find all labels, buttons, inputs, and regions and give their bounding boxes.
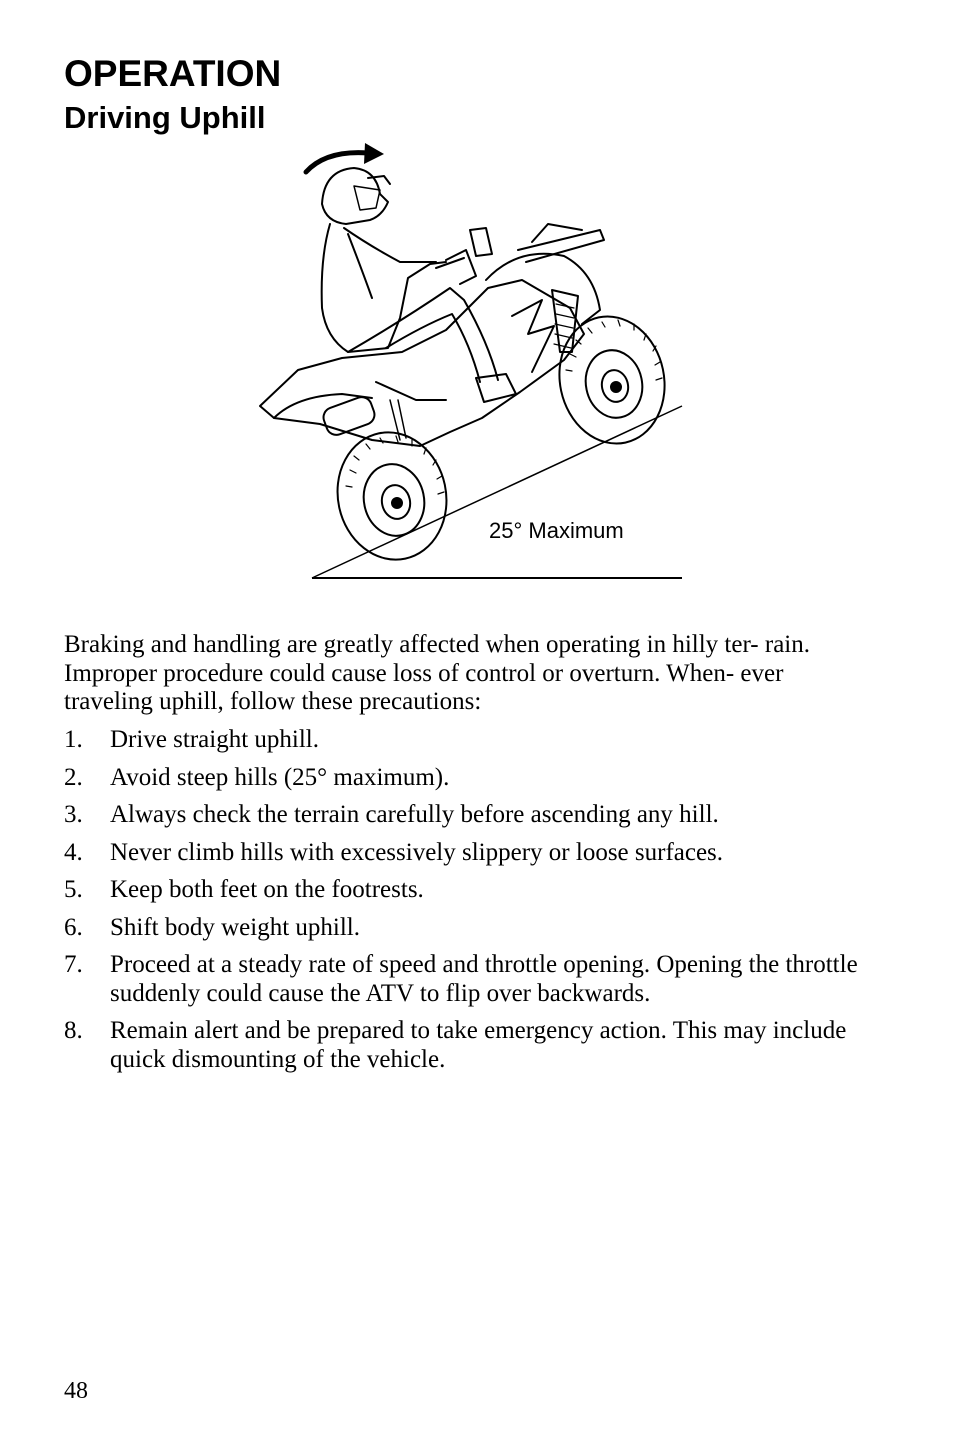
- list-item-number: 3.: [64, 801, 83, 828]
- list-item-text: Shift body weight uphill.: [110, 913, 360, 941]
- list-item-number: 6.: [64, 913, 83, 941]
- list-item-text: Avoid steep hills (25° maximum).: [110, 763, 450, 791]
- list-item: [64, 839, 884, 868]
- section-title: OPERATION: [64, 53, 282, 94]
- list-item: [64, 951, 884, 1008]
- list-item: [64, 1017, 884, 1074]
- uphill-figure: [250, 138, 700, 586]
- list-item-text: Proceed at a steady rate of speed and throttle opening. Opening the throttle suddenly could cause the ATV to flip over backwards.: [110, 951, 858, 1007]
- list-item-text: Keep both feet on the footrests.: [110, 876, 424, 903]
- list-item-number: 4.: [64, 838, 83, 866]
- list-item: [64, 876, 884, 905]
- list-item-number: 2.: [64, 763, 83, 791]
- list-item-number: 8.: [64, 1017, 83, 1044]
- list-item-text: Never climb hills with excessively slippery or loose surfaces.: [110, 838, 724, 866]
- list-item-number: 7.: [64, 951, 83, 978]
- list-item: [64, 764, 884, 793]
- list-item-number: 1.: [64, 726, 83, 753]
- list-item-text: Drive straight uphill.: [110, 726, 319, 753]
- page-number: 48: [64, 1378, 88, 1404]
- atv-rider-illustration: [260, 168, 676, 570]
- atv-uphill-illustration: [250, 138, 700, 586]
- list-item-text: Remain alert and be prepared to take emergency action. This may include quick dismounting of the vehicle.: [110, 1017, 847, 1073]
- intro-paragraph: Braking and handling are greatly affected when operating in hilly ter- rain. Improper procedure could cause loss of control or overturn. When- ever traveling uphill, follow these precautions:: [64, 631, 810, 715]
- precautions-list: [64, 726, 884, 1083]
- list-item-number: 5.: [64, 876, 83, 903]
- list-item: [64, 914, 884, 943]
- curved-arrow-icon: [306, 143, 384, 172]
- list-item-text: Always check the terrain carefully before ascending any hill.: [110, 801, 719, 828]
- list-item: [64, 726, 884, 755]
- list-item: [64, 801, 884, 830]
- figure-caption: 25° Maximum: [489, 518, 624, 543]
- slope-line-icon: [312, 406, 682, 578]
- subsection-title: Driving Uphill: [64, 100, 266, 135]
